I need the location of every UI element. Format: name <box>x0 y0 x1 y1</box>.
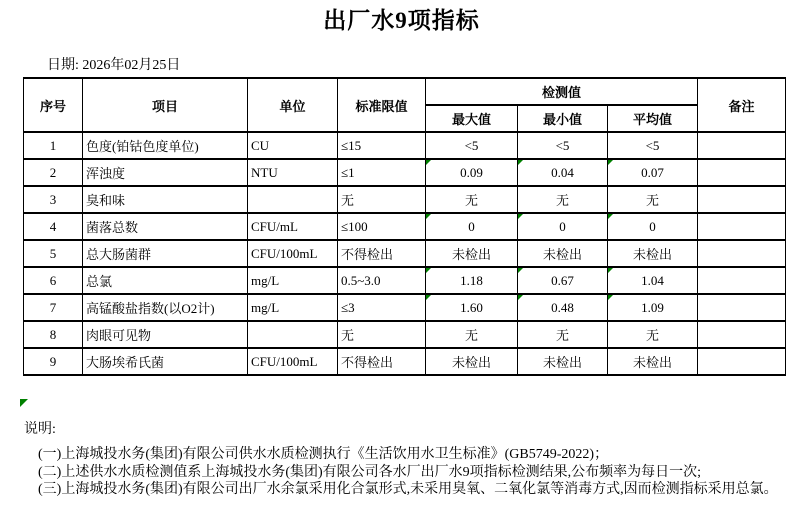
cell-item: 大肠埃希氏菌 <box>83 348 248 375</box>
cell-flag-icon <box>518 268 523 273</box>
cell-remark <box>698 348 786 375</box>
note-line: (一)上海城投水务(集团)有限公司供水水质检测执行《生活饮用水卫生标准》(GB5749-2022)； <box>38 447 609 462</box>
cell-max: 无 <box>426 186 518 213</box>
cell-flag-icon <box>426 214 431 219</box>
cell-flag-icon <box>518 295 523 300</box>
table-header <box>24 78 786 132</box>
cell-unit <box>248 186 338 213</box>
flag-icon <box>20 399 28 407</box>
cell-item: 高锰酸盐指数(以O2计) <box>83 294 248 321</box>
cell-no: 6 <box>24 267 83 294</box>
cell-min: 未检出 <box>518 348 608 375</box>
cell-flag-icon <box>608 214 613 219</box>
cell-remark <box>698 186 786 213</box>
cell-min: 0.67 <box>518 267 608 294</box>
col-header-avg: 平均值 <box>608 105 698 132</box>
table-row <box>24 294 786 321</box>
cell-no: 8 <box>24 321 83 348</box>
cell-min: 未检出 <box>518 240 608 267</box>
cell-limit: 不得检出 <box>338 240 426 267</box>
col-header-detection: 检测值 <box>426 78 698 105</box>
cell-limit: 无 <box>338 186 426 213</box>
col-header-unit: 单位 <box>248 78 338 132</box>
cell-unit <box>248 321 338 348</box>
cell-limit: ≤1 <box>338 159 426 186</box>
cell-avg: 0 <box>608 213 698 240</box>
table-body <box>24 132 786 375</box>
col-header-remark: 备注 <box>698 78 786 132</box>
cell-item: 总大肠菌群 <box>83 240 248 267</box>
cell-item: 色度(铂钴色度单位) <box>83 132 248 159</box>
cell-min: 0.48 <box>518 294 608 321</box>
cell-flag-icon <box>426 295 431 300</box>
cell-limit: ≤100 <box>338 213 426 240</box>
cell-no: 7 <box>24 294 83 321</box>
cell-item: 肉眼可见物 <box>83 321 248 348</box>
cell-remark <box>698 267 786 294</box>
cell-avg: 1.09 <box>608 294 698 321</box>
cell-unit: CFU/mL <box>248 213 338 240</box>
cell-avg: 无 <box>608 186 698 213</box>
cell-limit: ≤15 <box>338 132 426 159</box>
cell-no: 1 <box>24 132 83 159</box>
cell-avg: <5 <box>608 132 698 159</box>
cell-unit: CFU/100mL <box>248 348 338 375</box>
cell-no: 5 <box>24 240 83 267</box>
cell-unit: mg/L <box>248 294 338 321</box>
notes-label: 说明: <box>24 422 56 437</box>
cell-no: 9 <box>24 348 83 375</box>
cell-max: 无 <box>426 321 518 348</box>
cell-unit: NTU <box>248 159 338 186</box>
cell-item: 菌落总数 <box>83 213 248 240</box>
cell-flag-icon <box>518 214 523 219</box>
cell-flag-icon <box>608 160 613 165</box>
cell-limit: 不得检出 <box>338 348 426 375</box>
cell-remark <box>698 213 786 240</box>
table-row <box>24 186 786 213</box>
col-header-item: 项目 <box>83 78 248 132</box>
cell-max: 未检出 <box>426 348 518 375</box>
cell-avg: 未检出 <box>608 240 698 267</box>
cell-item: 总氯 <box>83 267 248 294</box>
cell-no: 3 <box>24 186 83 213</box>
note-line: (三)上海城投水务(集团)有限公司出厂水余氯采用化合氯形式,未采用臭氧、二氧化氯等消毒方式,因而检测指标采用总氯。 <box>38 482 778 498</box>
cell-item: 臭和味 <box>83 186 248 213</box>
cell-min: 无 <box>518 186 608 213</box>
cell-remark <box>698 294 786 321</box>
cell-max: 0.09 <box>426 159 518 186</box>
table-row <box>24 159 786 186</box>
col-header-max: 最大值 <box>426 105 518 132</box>
cell-flag-icon <box>426 160 431 165</box>
cell-item: 浑浊度 <box>83 159 248 186</box>
notes-list <box>38 446 778 499</box>
cell-flag-icon <box>426 268 431 273</box>
cell-min: <5 <box>518 132 608 159</box>
cell-limit: 0.5~3.0 <box>338 267 426 294</box>
cell-no: 2 <box>24 159 83 186</box>
cell-min: 无 <box>518 321 608 348</box>
cell-limit: ≤3 <box>338 294 426 321</box>
cell-flag-icon <box>608 295 613 300</box>
cell-unit: mg/L <box>248 267 338 294</box>
cell-flag-icon <box>518 160 523 165</box>
cell-max: 1.60 <box>426 294 518 321</box>
cell-remark <box>698 240 786 267</box>
cell-limit: 无 <box>338 321 426 348</box>
water-quality-table <box>23 77 786 376</box>
cell-remark <box>698 159 786 186</box>
cell-flag-icon <box>608 268 613 273</box>
cell-avg: 0.07 <box>608 159 698 186</box>
cell-max: 1.18 <box>426 267 518 294</box>
cell-min: 0.04 <box>518 159 608 186</box>
cell-unit: CFU/100mL <box>248 240 338 267</box>
cell-remark <box>698 321 786 348</box>
cell-remark <box>698 132 786 159</box>
cell-unit: CU <box>248 132 338 159</box>
col-header-min: 最小值 <box>518 105 608 132</box>
cell-avg: 未检出 <box>608 348 698 375</box>
col-header-limit: 标准限值 <box>338 78 426 132</box>
cell-avg: 1.04 <box>608 267 698 294</box>
cell-avg: 无 <box>608 321 698 348</box>
table-row <box>24 267 786 294</box>
table-row <box>24 213 786 240</box>
cell-max: 未检出 <box>426 240 518 267</box>
page-title: 出厂水9项指标 <box>323 8 480 33</box>
date-label: 日期: 2026年02月25日 <box>47 58 181 73</box>
note-line: (二)上述供水水质检测值系上海城投水务(集团)有限公司各水厂出厂水9项指标检测结果,公布频率为每日一次; <box>38 464 702 480</box>
table-row <box>24 348 786 375</box>
col-header-no: 序号 <box>24 78 83 132</box>
cell-no: 4 <box>24 213 83 240</box>
table-row <box>24 132 786 159</box>
cell-min: 0 <box>518 213 608 240</box>
table-row <box>24 321 786 348</box>
cell-max: <5 <box>426 132 518 159</box>
table-row <box>24 240 786 267</box>
cell-max: 0 <box>426 213 518 240</box>
